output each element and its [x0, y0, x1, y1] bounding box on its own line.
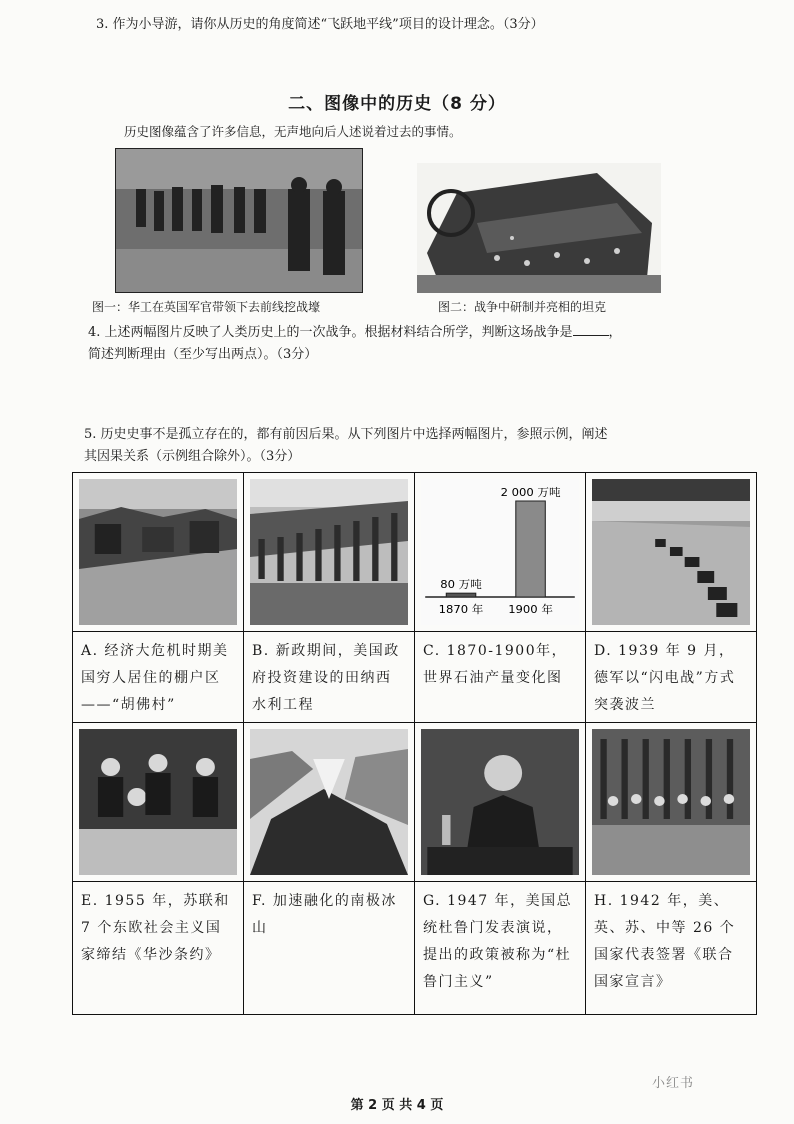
question-5-line1: 5. 历史史事不是孤立存在的，都有前因后果。从下列图片中选择两幅图片，参照示例，阐述 [84, 427, 608, 442]
cell-h-caption-cell [586, 882, 757, 1015]
cell-h-caption: H. 1942 年，美、英、苏、中等 26 个国家代表签署《联合国家宣言》 [594, 893, 736, 990]
cell-c-caption-cell [415, 632, 586, 723]
question-4-line2: 简述判断理由（至少写出两点）。（3分） [88, 347, 318, 362]
cell-f-image [244, 723, 415, 882]
cell-f-caption: F. 加速融化的南极冰山 [252, 893, 397, 936]
bar-value-label-1: 80 万吨 [440, 578, 482, 592]
cell-f-caption-cell [244, 882, 415, 1015]
figure-2-photo [417, 163, 661, 293]
cell-e-caption: E. 1955 年，苏联和 7 个东欧社会主义国家缔结《华沙条约》 [81, 893, 230, 963]
iceberg-photo [250, 729, 408, 875]
cell-g-caption-cell [415, 882, 586, 1015]
cell-g-caption: G. 1947 年，美国总统杜鲁门发表演说，提出的政策被称为“杜鲁门主义” [423, 893, 573, 990]
page-footer: 第 2 页 共 4 页 [350, 1098, 444, 1113]
bar-1 [446, 593, 475, 597]
bar-2 [516, 501, 545, 597]
cell-b-caption-cell [244, 632, 415, 723]
answer-blank[interactable] [573, 323, 609, 336]
question-4-comma: ， [608, 325, 622, 340]
question-4-line1 [88, 322, 622, 344]
bar-value-label-2: 2 000 万吨 [500, 486, 561, 499]
treaty-signing-photo [79, 729, 237, 875]
cell-e-caption-cell [73, 882, 244, 1015]
dam-photo [250, 479, 408, 625]
cell-g-image [415, 723, 586, 882]
shantytown-photo [79, 479, 237, 625]
cell-b-caption: B. 新政期间，美国政府投资建设的田纳西水利工程 [252, 643, 400, 713]
cell-e-image [73, 723, 244, 882]
cell-h-image [586, 723, 757, 882]
section-intro: 历史图像蕴含了许多信息，无声地向后人述说着过去的事情。 [124, 124, 462, 139]
oil-bar-chart [421, 479, 579, 625]
oil-chart-svg [421, 479, 579, 625]
signing-ceremony-photo [592, 729, 750, 875]
question-3: 3. 作为小导游，请你从历史的角度简述“飞跃地平线”项目的设计理念。（3分） [96, 17, 544, 32]
speech-photo [421, 729, 579, 875]
question-5-line2: 其因果关系（示例组合除外）。（3分） [84, 449, 301, 464]
cell-a-caption-cell [73, 632, 244, 723]
cell-d-image [586, 473, 757, 632]
category-label-2: 1900 年 [508, 603, 553, 616]
category-label-1: 1870 年 [438, 603, 484, 616]
cell-a-caption: A. 经济大危机时期美国穷人居住的棚户区——“胡佛村” [81, 643, 229, 713]
figure-1-photo [115, 148, 363, 293]
tank-column-photo [592, 479, 750, 625]
cell-a-image [73, 473, 244, 632]
figure-1-caption: 图一：华工在英国军官带领下去前线挖战壕 [92, 300, 321, 314]
cell-d-caption-cell [586, 632, 757, 723]
figure-2-caption: 图二：战争中研制并亮相的坦克 [438, 300, 607, 314]
cell-b-image [244, 473, 415, 632]
question-4-text: 4. 上述两幅图片反映了人类历史上的一次战争。根据材料结合所学，判断这场战争是 [88, 325, 573, 340]
image-grid [72, 472, 757, 1015]
cell-c-image [415, 473, 586, 632]
section-title: 二、图像中的历史（8 分） [288, 94, 506, 114]
cell-c-caption: C. 1870-1900年，世界石油产量变化图 [423, 643, 568, 686]
watermark-text: 小红书 [652, 1076, 695, 1091]
cell-d-caption: D. 1939 年 9 月，德军以“闪电战”方式突袭波兰 [594, 643, 736, 713]
